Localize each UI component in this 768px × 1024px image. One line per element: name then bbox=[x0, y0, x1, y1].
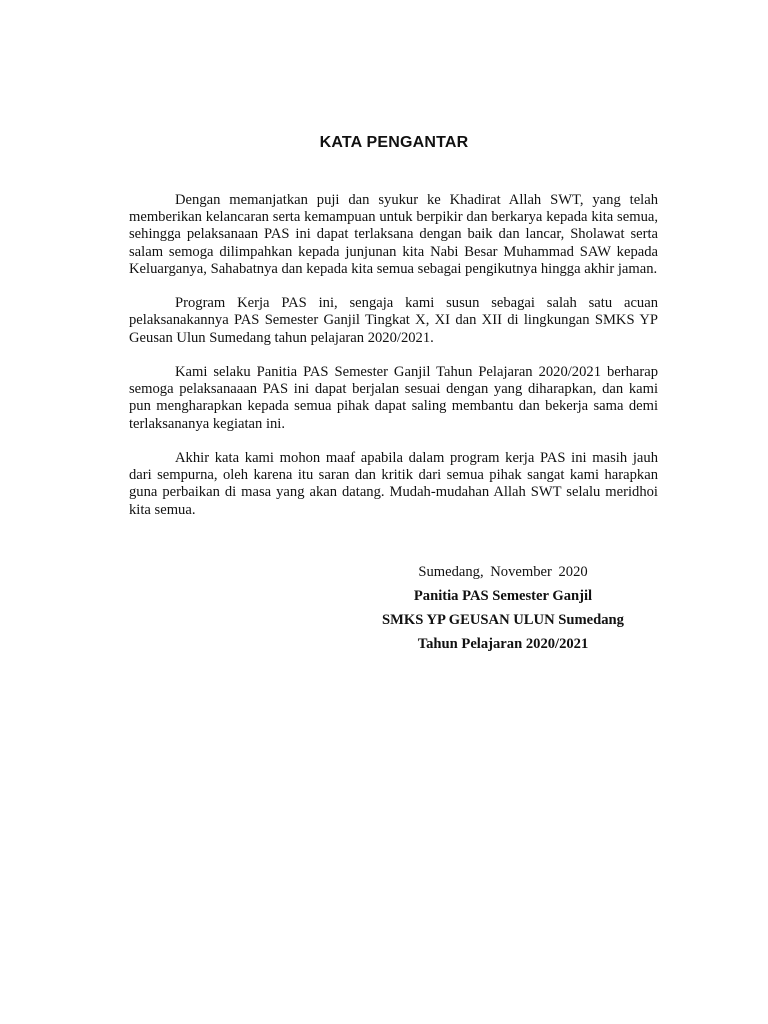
signature-committee: Panitia PAS Semester Ganjil bbox=[413, 588, 593, 604]
document-body bbox=[129, 192, 658, 536]
page-title: KATA PENGANTAR bbox=[319, 134, 469, 151]
paragraph-committee: Kami selaku Panitia PAS Semester Ganjil Tahun Pelajaran 2020/2021 berharap semoga pelaksanaaan PAS ini dapat berjalan sesuai dengan yang diharapkan, dan kami pun mengharapkan kepada semua pihak dapat saling membantu dan bekerja sama demi terlaksananya kegiatan ini. bbox=[129, 364, 658, 432]
signature-block bbox=[363, 562, 643, 658]
paragraph-opening: Dengan memanjatkan puji dan syukur ke Khadirat Allah SWT, yang telah memberikan kelancaran serta kemampuan untuk berpikir dan berkarya kepada kita semua, sehingga pelaksanaan PAS ini dapat terlaksana dengan baik dan lancar, Sholawat serta salam semoga dilimpahkan kepada junjunan kita Nabi Besar Muhammad SAW kepada Keluarganya, Sahabatnya dan kepada kita semua sebagai pengikutnya hingga akhir jaman. bbox=[129, 192, 658, 277]
signature-place-date: Sumedang, November 2020 bbox=[418, 564, 588, 580]
signature-school: SMKS YP GEUSAN ULUN Sumedang bbox=[382, 612, 624, 628]
signature-year: Tahun Pelajaran 2020/2021 bbox=[417, 636, 589, 652]
paragraph-program: Program Kerja PAS ini, sengaja kami susun sebagai salah satu acuan pelaksanakannya PAS Semester Ganjil Tingkat X, XI dan XII di lingkungan SMKS YP Geusan Ulun Sumedang tahun pelajaran 2020/2021. bbox=[129, 295, 658, 346]
paragraph-closing: Akhir kata kami mohon maaf apabila dalam program kerja PAS ini masih jauh dari sempurna, oleh karena itu saran dan kritik dari semua pihak sangat kami harapkan guna perbaikan di masa yang akan datang. Mudah-mudahan Allah SWT selalu meridhoi kita semua. bbox=[129, 450, 658, 518]
